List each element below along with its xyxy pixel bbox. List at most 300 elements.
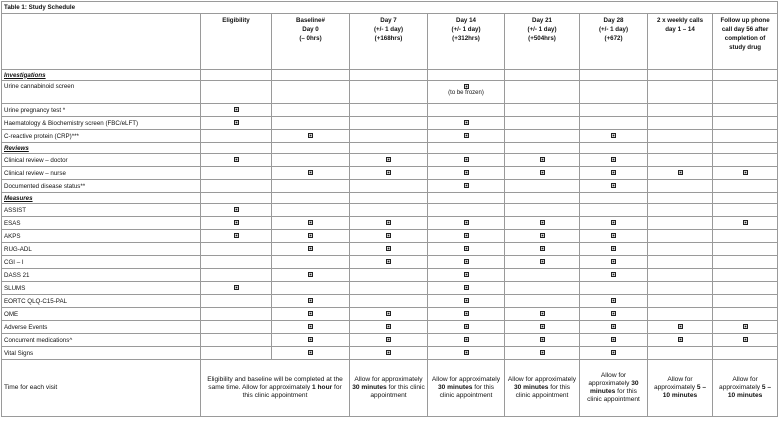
checkbox-mark-icon xyxy=(308,350,313,355)
table-cell xyxy=(428,70,505,81)
checkbox-mark-icon xyxy=(540,246,545,251)
row-label: Adverse Events xyxy=(2,321,201,334)
table-cell xyxy=(201,104,272,117)
table-row xyxy=(2,217,778,230)
column-header-line: (– 0hrs) xyxy=(299,35,322,42)
table-cell xyxy=(201,243,272,256)
column-header-line: (+168hrs) xyxy=(374,35,403,42)
column-header-line: Eligibility xyxy=(222,17,250,24)
table-cell xyxy=(350,204,428,217)
section-header-row xyxy=(2,143,778,154)
table-cell xyxy=(648,130,713,143)
row-label: Documented disease status** xyxy=(2,180,201,193)
table-cell xyxy=(713,321,778,334)
row-label: Vital Signs xyxy=(2,347,201,360)
emphasis: 30 minutes xyxy=(513,384,549,391)
table-cell xyxy=(350,347,428,360)
table-row xyxy=(2,180,778,193)
table-cell xyxy=(350,81,428,104)
table-cell xyxy=(713,130,778,143)
table-cell xyxy=(428,154,505,167)
table-cell xyxy=(201,204,272,217)
column-header xyxy=(713,14,778,70)
table-cell xyxy=(201,193,272,204)
section-title: Measures xyxy=(2,193,201,204)
table-cell xyxy=(713,154,778,167)
table-cell xyxy=(713,230,778,243)
table-cell xyxy=(350,256,428,269)
checkbox-mark-icon xyxy=(308,170,313,175)
table-row xyxy=(2,104,778,117)
table-cell xyxy=(580,308,648,321)
checkbox-mark-icon xyxy=(611,133,616,138)
table-cell xyxy=(428,81,505,104)
checkbox-mark-icon xyxy=(611,337,616,342)
column-header-line: Day 0 xyxy=(302,26,319,33)
checkbox-mark-icon xyxy=(611,298,616,303)
checkbox-mark-icon xyxy=(540,324,545,329)
table-cell xyxy=(648,256,713,269)
table-cell xyxy=(648,243,713,256)
column-header-line: (+312hrs) xyxy=(452,35,480,42)
checkbox-mark-icon xyxy=(611,157,616,162)
checkbox-mark-icon xyxy=(464,233,469,238)
table-cell xyxy=(648,70,713,81)
table-cell xyxy=(201,143,272,154)
table-cell xyxy=(580,193,648,204)
column-header-line: (+/- 1 day) xyxy=(527,26,557,33)
checkbox-mark-icon xyxy=(308,337,313,342)
checkbox-mark-icon xyxy=(611,220,616,225)
table-cell xyxy=(350,334,428,347)
column-header-line: Day 21 xyxy=(532,17,552,24)
table-cell xyxy=(648,167,713,180)
table-cell xyxy=(713,104,778,117)
row-label: C-reactive protein (CRP)*** xyxy=(2,130,201,143)
checkbox-mark-icon xyxy=(234,157,239,162)
table-cell xyxy=(713,117,778,130)
checkbox-mark-icon xyxy=(234,107,239,112)
table-cell xyxy=(350,154,428,167)
table-cell xyxy=(428,193,505,204)
checkbox-mark-icon xyxy=(308,298,313,303)
checkbox-mark-icon xyxy=(464,272,469,277)
table-cell xyxy=(580,256,648,269)
checkbox-mark-icon xyxy=(611,183,616,188)
table-cell xyxy=(580,295,648,308)
checkbox-mark-icon xyxy=(464,120,469,125)
table-cell xyxy=(201,154,272,167)
table-row xyxy=(2,308,778,321)
table-cell: Allow for approximately 30 minutes for this clinic appointment xyxy=(428,360,505,417)
column-header xyxy=(505,14,580,70)
table-cell xyxy=(505,81,580,104)
table-cell xyxy=(201,81,272,104)
table-cell xyxy=(648,143,713,154)
checkbox-mark-icon xyxy=(464,285,469,290)
table-cell xyxy=(505,334,580,347)
table-cell xyxy=(648,282,713,295)
table-cell xyxy=(648,295,713,308)
column-header xyxy=(201,14,272,70)
checkbox-mark-icon xyxy=(464,311,469,316)
checkbox-mark-icon xyxy=(386,337,391,342)
table-cell xyxy=(648,193,713,204)
table-cell: Allow for approximately 5 – 10 minutes xyxy=(713,360,778,417)
checkbox-mark-icon xyxy=(678,170,683,175)
table-cell xyxy=(648,334,713,347)
row-label: Haematology & Biochemistry screen (FBC/eLFT) xyxy=(2,117,201,130)
table-cell xyxy=(580,180,648,193)
checkbox-mark-icon xyxy=(308,311,313,316)
column-header-line: Day 28 xyxy=(603,17,624,24)
column-header-line: (+672) xyxy=(604,35,623,42)
checkbox-mark-icon xyxy=(464,350,469,355)
table-cell: Eligibility and baseline will be completed at the same time. Allow for approximately 1 hour for this clinic appointment xyxy=(201,360,350,417)
row-label: DASS 21 xyxy=(2,269,201,282)
emphasis: 30 minutes xyxy=(352,384,387,391)
table-cell xyxy=(580,347,648,360)
table-cell xyxy=(428,143,505,154)
table-cell xyxy=(580,269,648,282)
column-header xyxy=(2,14,201,70)
table-cell xyxy=(505,117,580,130)
table-cell xyxy=(580,143,648,154)
checkbox-mark-icon xyxy=(464,324,469,329)
table-cell xyxy=(272,117,350,130)
table-cell xyxy=(505,104,580,117)
table-cell xyxy=(580,334,648,347)
column-header-line: (+/- 1 day) xyxy=(598,26,629,33)
section-header-row xyxy=(2,70,778,81)
table-cell xyxy=(713,347,778,360)
table-cell xyxy=(713,295,778,308)
table-cell xyxy=(505,347,580,360)
table-cell xyxy=(713,217,778,230)
column-header-line: Follow up phone xyxy=(720,17,770,24)
emphasis: 1 hour xyxy=(312,384,333,391)
checkbox-mark-icon xyxy=(386,157,391,162)
table-row xyxy=(2,295,778,308)
table-cell xyxy=(201,269,272,282)
table-row xyxy=(2,243,778,256)
checkbox-mark-icon xyxy=(308,233,313,238)
checkbox-mark-icon xyxy=(540,233,545,238)
emphasis: 5 – 10 minutes xyxy=(727,384,772,399)
table-cell xyxy=(713,282,778,295)
column-header-line: day 1 – 14 xyxy=(665,26,695,33)
row-label: Time for each visit xyxy=(2,360,201,417)
column-header xyxy=(272,14,350,70)
checkbox-mark-icon xyxy=(743,324,748,329)
table-cell xyxy=(272,321,350,334)
section-title: Investigations xyxy=(2,70,201,81)
table-cell xyxy=(272,308,350,321)
section-header-row xyxy=(2,193,778,204)
table-cell xyxy=(201,217,272,230)
table-row xyxy=(2,130,778,143)
table-row xyxy=(2,347,778,360)
table-row xyxy=(2,81,778,104)
table-cell xyxy=(428,282,505,295)
table-cell xyxy=(505,193,580,204)
checkbox-mark-icon xyxy=(743,337,748,342)
table-cell: Allow for approximately 30 minutes for this clinic appointment xyxy=(505,360,580,417)
table-row xyxy=(2,154,778,167)
table-cell xyxy=(350,269,428,282)
row-label: SLUMS xyxy=(2,282,201,295)
section-title: Reviews xyxy=(2,143,201,154)
table-cell xyxy=(505,282,580,295)
checkbox-mark-icon xyxy=(743,220,748,225)
table-cell xyxy=(428,217,505,230)
table-cell xyxy=(648,204,713,217)
checkbox-mark-icon xyxy=(234,207,239,212)
table-cell xyxy=(648,217,713,230)
checkbox-mark-icon xyxy=(386,246,391,251)
checkbox-mark-icon xyxy=(678,324,683,329)
table-cell xyxy=(648,230,713,243)
checkbox-mark-icon xyxy=(386,311,391,316)
checkbox-mark-icon xyxy=(234,285,239,290)
table-cell xyxy=(580,204,648,217)
table-cell xyxy=(505,295,580,308)
checkbox-mark-icon xyxy=(464,170,469,175)
row-label: Concurrent medications^ xyxy=(2,334,201,347)
table-cell xyxy=(272,243,350,256)
table-cell xyxy=(350,104,428,117)
table-cell xyxy=(580,217,648,230)
table-cell xyxy=(272,180,350,193)
emphasis: 30 minutes xyxy=(590,380,639,395)
table-cell xyxy=(580,81,648,104)
table-cell xyxy=(580,321,648,334)
table-cell xyxy=(505,243,580,256)
table-cell xyxy=(580,167,648,180)
table-cell xyxy=(272,282,350,295)
table-cell xyxy=(272,70,350,81)
checkbox-mark-icon xyxy=(464,133,469,138)
table-cell xyxy=(428,295,505,308)
checkbox-mark-icon xyxy=(611,246,616,251)
table-cell xyxy=(201,334,272,347)
column-header-line: Baseline# xyxy=(296,17,325,24)
table-cell xyxy=(272,230,350,243)
checkbox-mark-icon xyxy=(540,259,545,264)
table-cell xyxy=(272,334,350,347)
table-cell xyxy=(272,269,350,282)
checkbox-mark-icon xyxy=(611,350,616,355)
table-cell xyxy=(428,334,505,347)
table-cell xyxy=(648,180,713,193)
table-row xyxy=(2,256,778,269)
table-row xyxy=(2,321,778,334)
column-header-line: Day 14 xyxy=(456,17,476,24)
table-cell xyxy=(713,308,778,321)
table-cell xyxy=(201,180,272,193)
table-cell xyxy=(505,130,580,143)
checkbox-mark-icon xyxy=(611,170,616,175)
column-header-line: (+/- 1 day) xyxy=(373,26,404,33)
table-cell xyxy=(201,70,272,81)
checkbox-mark-icon xyxy=(464,246,469,251)
table-cell xyxy=(272,217,350,230)
row-label: ASSIST xyxy=(2,204,201,217)
checkbox-mark-icon xyxy=(464,298,469,303)
table-cell: Allow for approximately 30 minutes for this clinic appointment xyxy=(580,360,648,417)
table-row xyxy=(2,269,778,282)
table-row xyxy=(2,117,778,130)
column-header-line: completion of xyxy=(724,35,766,42)
cell-note: (to be frozen) xyxy=(448,90,484,96)
checkbox-mark-icon xyxy=(234,220,239,225)
table-cell xyxy=(713,204,778,217)
checkbox-mark-icon xyxy=(464,337,469,342)
table-cell xyxy=(505,180,580,193)
table-cell xyxy=(428,117,505,130)
study-schedule-table xyxy=(1,1,778,417)
table-cell xyxy=(713,143,778,154)
table-cell xyxy=(713,70,778,81)
checkbox-mark-icon xyxy=(308,324,313,329)
table-cell xyxy=(350,295,428,308)
column-header xyxy=(580,14,648,70)
table-cell xyxy=(201,295,272,308)
table-cell xyxy=(350,243,428,256)
table-cell xyxy=(713,256,778,269)
column-header-line: (+/- 1 day) xyxy=(451,26,481,33)
checkbox-mark-icon xyxy=(464,183,469,188)
column-header-line: call day 56 after xyxy=(721,26,769,33)
column-header-line: study drug xyxy=(729,44,762,51)
table-cell xyxy=(648,321,713,334)
table-cell xyxy=(201,256,272,269)
table-cell xyxy=(272,81,350,104)
table-cell xyxy=(580,282,648,295)
table-row xyxy=(2,204,778,217)
table-row xyxy=(2,167,778,180)
table-cell xyxy=(201,130,272,143)
row-label: RUG-ADL xyxy=(2,243,201,256)
table-cell xyxy=(580,104,648,117)
checkbox-mark-icon xyxy=(386,233,391,238)
table-cell xyxy=(580,117,648,130)
table-row xyxy=(2,282,778,295)
row-label: Urine cannabinoid screen xyxy=(2,81,201,104)
checkbox-mark-icon xyxy=(386,350,391,355)
row-label: AKPS xyxy=(2,230,201,243)
table-title-row xyxy=(2,2,778,14)
row-label: Clinical review – doctor xyxy=(2,154,201,167)
checkbox-mark-icon xyxy=(743,170,748,175)
checkbox-mark-icon xyxy=(540,157,545,162)
table-cell xyxy=(713,167,778,180)
table-cell xyxy=(713,193,778,204)
checkbox-mark-icon xyxy=(611,311,616,316)
table-cell xyxy=(428,321,505,334)
table-cell xyxy=(648,347,713,360)
checkbox-mark-icon xyxy=(540,311,545,316)
table-cell xyxy=(505,308,580,321)
time-for-visit-row xyxy=(2,360,778,417)
table-cell xyxy=(350,230,428,243)
checkbox-mark-icon xyxy=(308,272,313,277)
row-label: CGI – I xyxy=(2,256,201,269)
checkbox-mark-icon xyxy=(386,259,391,264)
row-label: Clinical review – nurse xyxy=(2,167,201,180)
table-cell xyxy=(713,243,778,256)
checkbox-mark-icon xyxy=(464,84,469,89)
emphasis: 5 – 10 minutes xyxy=(662,384,707,399)
table-cell xyxy=(713,269,778,282)
checkbox-mark-icon xyxy=(540,220,545,225)
table-cell xyxy=(272,143,350,154)
table-cell xyxy=(350,143,428,154)
table-cell xyxy=(648,269,713,282)
checkbox-mark-icon xyxy=(386,220,391,225)
table-cell xyxy=(428,204,505,217)
table-cell xyxy=(201,321,272,334)
table-cell xyxy=(648,104,713,117)
table-cell xyxy=(505,230,580,243)
table-cell xyxy=(428,104,505,117)
table-cell xyxy=(350,167,428,180)
table-cell xyxy=(505,204,580,217)
table-cell xyxy=(272,104,350,117)
table-cell xyxy=(201,308,272,321)
table-cell xyxy=(505,154,580,167)
table-cell xyxy=(350,282,428,295)
column-header-line: (+504hrs) xyxy=(528,35,556,42)
table-cell xyxy=(580,70,648,81)
table-cell xyxy=(428,180,505,193)
table-cell xyxy=(350,70,428,81)
table-cell xyxy=(272,347,350,360)
table-cell xyxy=(428,308,505,321)
checkbox-mark-icon xyxy=(611,259,616,264)
table-title: Table 1: Study Schedule xyxy=(2,2,778,14)
table-cell xyxy=(505,167,580,180)
table-cell xyxy=(428,269,505,282)
checkbox-mark-icon xyxy=(234,233,239,238)
table-cell xyxy=(428,256,505,269)
table-cell xyxy=(713,180,778,193)
checkbox-mark-icon xyxy=(540,337,545,342)
table-cell xyxy=(350,308,428,321)
table-cell xyxy=(272,167,350,180)
table-cell xyxy=(350,193,428,204)
table-cell xyxy=(648,81,713,104)
table-cell xyxy=(713,81,778,104)
table-cell xyxy=(272,130,350,143)
table-cell xyxy=(505,217,580,230)
table-cell xyxy=(428,230,505,243)
table-cell xyxy=(505,70,580,81)
table-cell xyxy=(350,217,428,230)
column-header xyxy=(648,14,713,70)
table-cell xyxy=(713,334,778,347)
table-row xyxy=(2,230,778,243)
column-header-line: Day 7 xyxy=(380,17,397,24)
checkbox-mark-icon xyxy=(308,246,313,251)
table-cell xyxy=(580,230,648,243)
table-cell xyxy=(648,308,713,321)
checkbox-mark-icon xyxy=(540,170,545,175)
table-cell xyxy=(201,167,272,180)
emphasis: 30 minutes xyxy=(437,384,473,391)
checkbox-mark-icon xyxy=(611,272,616,277)
table-cell xyxy=(272,295,350,308)
